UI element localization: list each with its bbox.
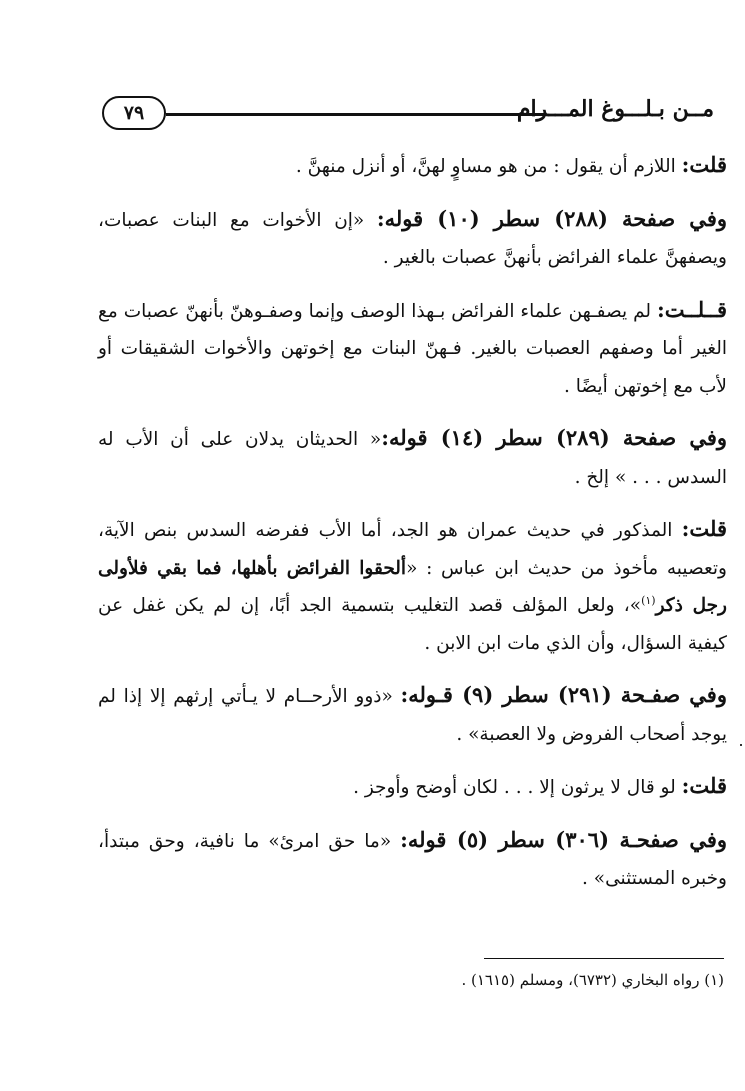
paragraph-text: «ذوو الأرحــام لا يـأتي إرثهم إلا إذا لم يوجد أصحاب الفروض ولا العصبة» . (98, 686, 727, 745)
paragraph-text: اللازم أن يقول : من هو مساوٍ لهنَّ، أو أنزل منهنَّ . (295, 156, 682, 177)
paragraph-6 (98, 676, 727, 753)
paragraph-text-continued: »، ولعل المؤلف قصد التغليب بتسمية الجد أبًا، إن لم يكن غفل عن كيفية السؤال، وأن الذي مات ابن الابن . (98, 595, 727, 654)
page-header (102, 96, 714, 138)
paragraph-lead: قلت: (681, 516, 727, 541)
hadith-quote: ألحقوا الفرائض بأهلها، فما بقي فلأولى رجل ذكر (98, 557, 727, 616)
paragraph-1 (98, 146, 727, 186)
paragraph-lead: قــلــت: (657, 296, 727, 322)
paragraph-lead: وفي صفـحة (٢٩١) سطر (٩) قـوله: (400, 682, 727, 707)
paragraph-3 (98, 291, 727, 406)
paragraph-text: المذكور في حديث عمران هو الجد، أما الأب ففرضه السدس بنص الآية، وتعصيبه مأخوذ من حديث ابن عباس : « (98, 520, 727, 579)
footnote-reference[interactable]: (١) (641, 593, 656, 607)
footnote: (١) رواه البخاري (٦٧٣٢)، ومسلم (١٦١٥) . (461, 971, 724, 989)
paragraph-2 (98, 200, 727, 277)
paragraph-8 (98, 821, 727, 898)
running-title: مــن بـلـــوغ المـــرام (516, 96, 714, 122)
page-number-badge: ٧٩ (102, 96, 166, 130)
paragraph-text: «إن الأخوات مع البنات عصبات، ويصفهنَّ علماء الفرائض بأنهنَّ عصبات بالغير . (98, 209, 727, 268)
paragraph-4 (98, 419, 727, 496)
paragraph-lead: وفي صفحة (٢٨٩) سطر (١٤) قوله: (381, 425, 728, 450)
page-body (98, 146, 727, 912)
paragraph-lead: قلت: (681, 152, 727, 177)
paragraph-lead: وفي صفحـة (٣٠٦) سطر (٥) قوله: (400, 826, 727, 852)
footnote-separator (484, 958, 724, 959)
paragraph-5 (98, 510, 727, 662)
header-rule (166, 113, 544, 116)
paragraph-7 (98, 767, 727, 807)
paragraph-lead: وفي صفحة (٢٨٨) سطر (١٠) قوله: (376, 205, 727, 231)
paragraph-lead: قلت: (681, 773, 727, 798)
scan-speck (740, 744, 742, 746)
paragraph-text: لم يصفـهن علماء الفرائض بـهذا الوصف وإنما وصفـوهنّ بأنهنّ عصبات مع الغير أما وصفهم العصبات بالغير. فـهنّ البنات مع إخوتهن والأخوات الشقيقات أو لأب مع إخوتهن أيضًا . (98, 300, 727, 397)
paragraph-text: «ما حق امرئ» ما نافية، وحق مبتدأ، وخبره المستثنى» . (98, 830, 727, 889)
paragraph-text: لو قال لا يرثون إلا . . . لكان أوضح وأوجز . (353, 777, 682, 798)
paragraph-text: « الحديثان يدلان على أن الأب له السدس . . . » إلخ . (98, 429, 727, 488)
